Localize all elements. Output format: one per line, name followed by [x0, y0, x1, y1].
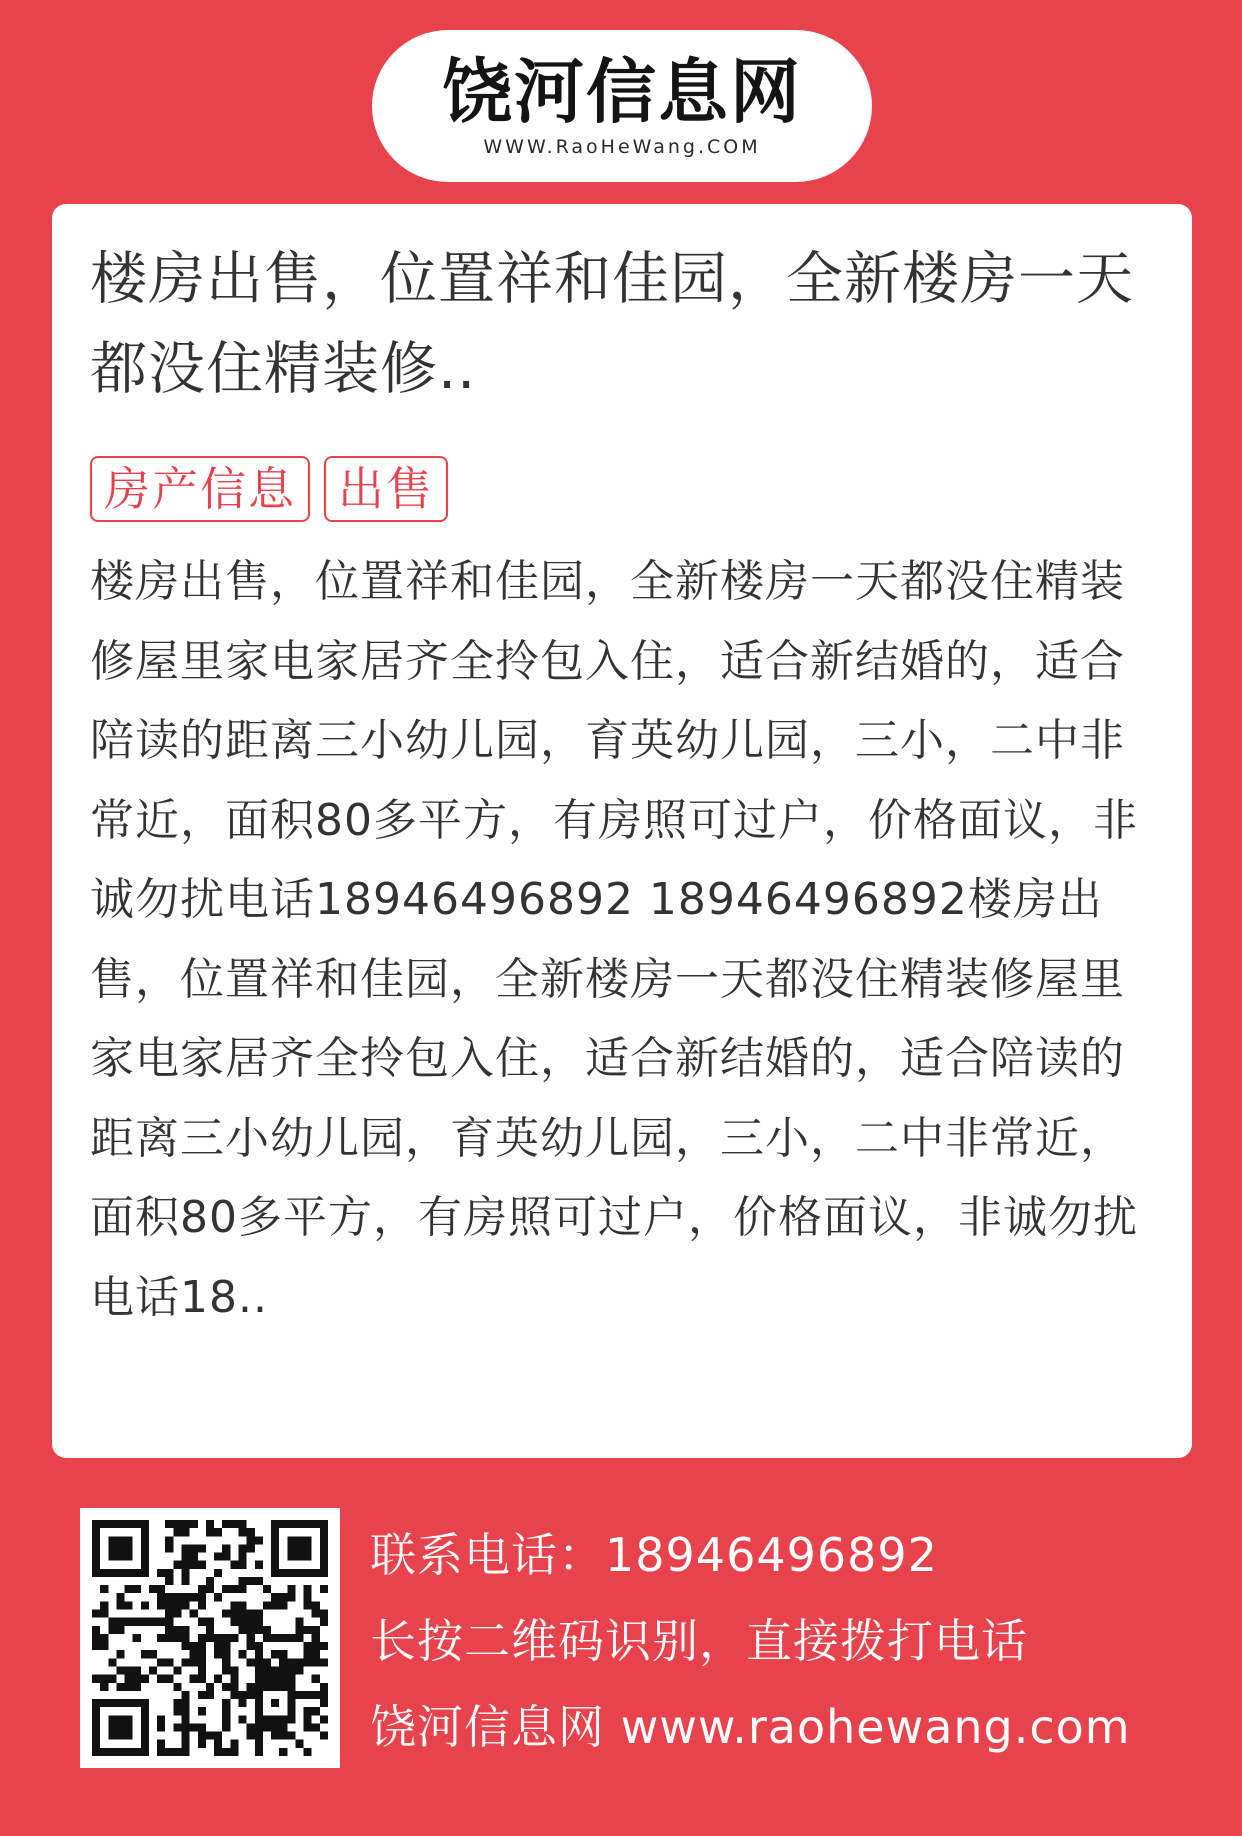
post-card — [52, 204, 1192, 1458]
contact-info — [370, 1512, 1230, 1770]
logo-title: 饶河信息网 — [442, 51, 802, 133]
post-body: 楼房出售，位置祥和佳园，全新楼房一天都没住精装修屋里家电家居齐全拎包入住，适合新结婚的，适合陪读的距离三小幼儿园，育英幼儿园，三小，二中非常近，面积80多平方，有房照可过户，价格面议，非诚勿扰电话18946496892 18946496892楼房出售，位置祥和佳园，全新楼房一天都没住精装修屋里家电家居齐全拎包入住，适合新结婚的，适合陪读的距离三小幼儿园，育英幼儿园，三小，二中非常近，面积80多平方，有房照可过户，价格面议，非诚勿扰电话18.. — [90, 556, 1138, 1323]
contact-site[interactable]: 饶河信息网 www.raohewang.com — [370, 1700, 1131, 1754]
contact-hint: 长按二维码识别，直接拨打电话 — [370, 1614, 1028, 1668]
logo-url-caption: WWW.RaoHeWang.COM — [483, 136, 761, 158]
contact-phone[interactable]: 联系电话：18946496892 — [370, 1528, 938, 1582]
site-logo — [372, 30, 872, 182]
tag-category[interactable]: 房产信息 — [90, 456, 310, 522]
tag-list — [90, 456, 1156, 522]
post-title: 楼房出售，位置祥和佳园，全新楼房一天都没住精装修.. — [90, 246, 1134, 402]
qr-code-icon[interactable] — [80, 1508, 340, 1768]
tag-type[interactable]: 出售 — [324, 456, 448, 522]
